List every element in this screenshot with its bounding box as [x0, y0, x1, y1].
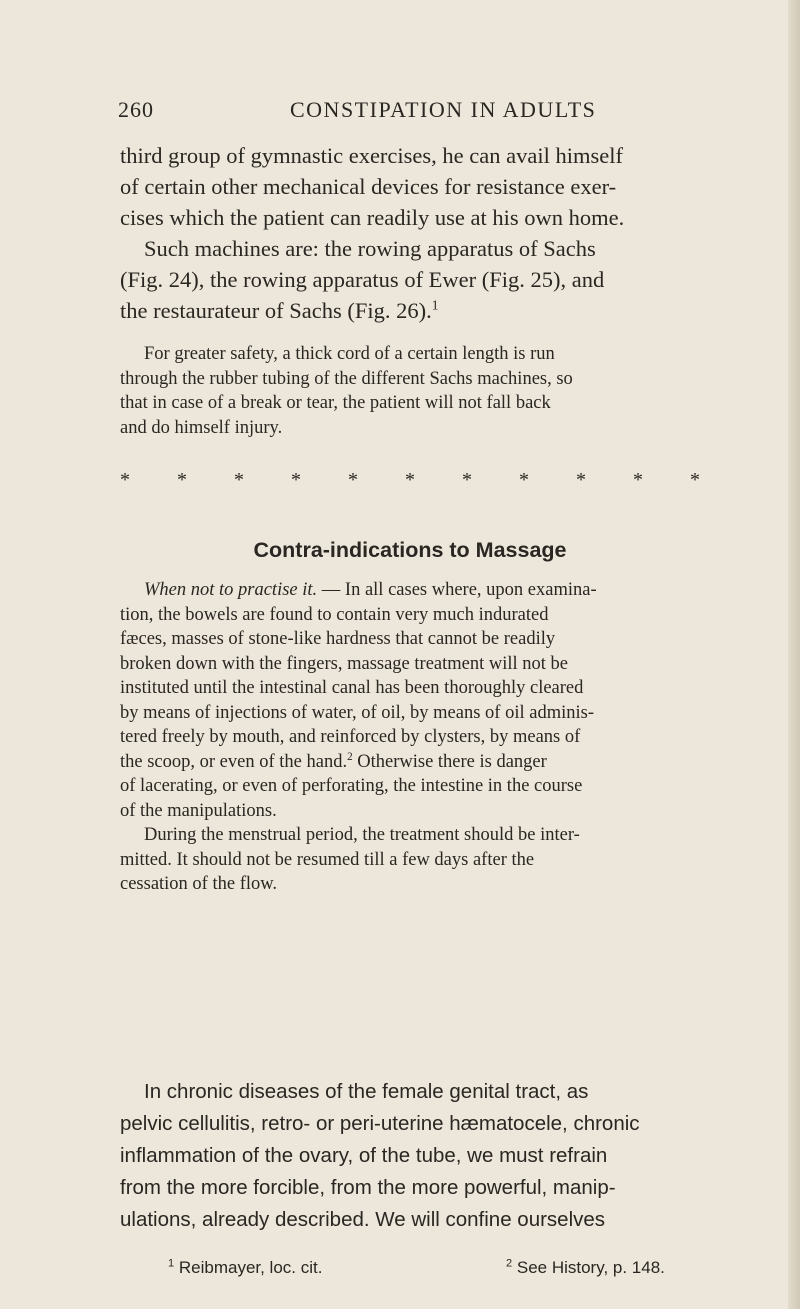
text-line: tion, the bowels are found to contain very much indurated [120, 604, 549, 625]
asterisk: * [462, 469, 472, 491]
text-line: For greater safety, a thick cord of a certain length is run [144, 344, 555, 364]
text-line: by means of injections of water, of oil, by means of oil adminis- [120, 702, 594, 723]
text-line: the restaurateur of Sachs (Fig. 26). [120, 298, 432, 323]
asterisk: * [120, 469, 130, 491]
footnote-marker: 2 [347, 750, 353, 763]
text-line: During the menstrual period, the treatment should be inter- [144, 825, 580, 845]
note-paragraph [120, 342, 700, 440]
asterisk-separator [120, 470, 700, 490]
text-line: Such machines are: the rowing apparatus of Sachs [144, 236, 596, 261]
text-line: pelvic cellulitis, retro- or peri-uterine hæmatocele, chronic [120, 1112, 640, 1135]
text-line: fæces, masses of stone-like hardness that cannot be readily [120, 629, 556, 649]
asterisk: * [633, 469, 643, 491]
text-line: of the manipulations. [120, 800, 277, 821]
menstrual-paragraph [120, 823, 700, 897]
page-number: 260 [118, 97, 154, 122]
text-line: instituted until the intestinal canal has been thoroughly cleared [120, 678, 584, 698]
chronic-diseases-paragraph [120, 1076, 700, 1236]
section-heading: Contra-indications to Massage [253, 538, 567, 562]
running-head [118, 97, 698, 127]
paragraph-continuation [120, 140, 700, 326]
footnote-text: Reibmayer, loc. cit. [178, 1258, 323, 1277]
text-line: mitted. It should not be resumed till a few days after the [120, 849, 535, 870]
text-line: the scoop, or even of the hand. [120, 751, 348, 772]
asterisk: * [576, 469, 586, 491]
text-line: inflammation of the ovary, of the tube, we must refrain [120, 1144, 608, 1167]
asterisk: * [291, 469, 301, 491]
paragraph-machines [120, 233, 700, 326]
text-line: tered freely by mouth, and reinforced by clysters, by means of [120, 727, 581, 747]
text-line: broken down with the fingers, massage treatment will not be [120, 653, 569, 674]
text-line: (Fig. 24), the rowing apparatus of Ewer (Fig. 25), and [120, 267, 605, 292]
text-line: through the rubber tubing of the different Sachs machines, so [120, 368, 573, 389]
text-line: that in case of a break or tear, the patient will not fall back [120, 393, 551, 413]
text-line: In chronic diseases of the female genital tract, as [144, 1080, 589, 1103]
text-line: and do himself injury. [120, 417, 283, 438]
lead-in: When not to practise it. [144, 580, 318, 600]
footnote-marker: 1 [431, 297, 439, 313]
text-line: ulations, already described. We will confine ourselves [120, 1208, 606, 1231]
text-line: of lacerating, or even of perforating, the intestine in the course [120, 776, 583, 796]
contra-indications-paragraph [120, 578, 700, 897]
asterisk: * [519, 469, 529, 491]
text-line: from the more forcible, from the more powerful, manip- [120, 1176, 616, 1199]
asterisk: * [405, 469, 415, 491]
footnote-number: 2 [506, 1257, 513, 1270]
footnote [506, 1256, 665, 1280]
text-line: third group of gymnastic exercises, he can avail himself [120, 143, 623, 168]
footnotes [150, 1256, 710, 1282]
asterisk: * [348, 469, 358, 491]
text-line: — In all cases where, upon examina- [317, 580, 597, 600]
asterisk: * [234, 469, 244, 491]
page-edge [788, 0, 800, 1309]
text-line: cessation of the flow. [120, 874, 278, 894]
asterisk: * [690, 469, 700, 491]
text-line: cises which the patient can readily use at his own home. [120, 205, 625, 230]
footnote [168, 1256, 322, 1280]
asterisk: * [177, 469, 187, 491]
text-line: Otherwise there is danger [352, 751, 547, 772]
text-line: of certain other mechanical devices for resistance exer- [120, 174, 617, 199]
running-title: CONSTIPATION IN ADULTS [290, 97, 597, 122]
footnote-number: 1 [168, 1257, 175, 1270]
footnote-text: See History, p. 148. [516, 1258, 665, 1277]
